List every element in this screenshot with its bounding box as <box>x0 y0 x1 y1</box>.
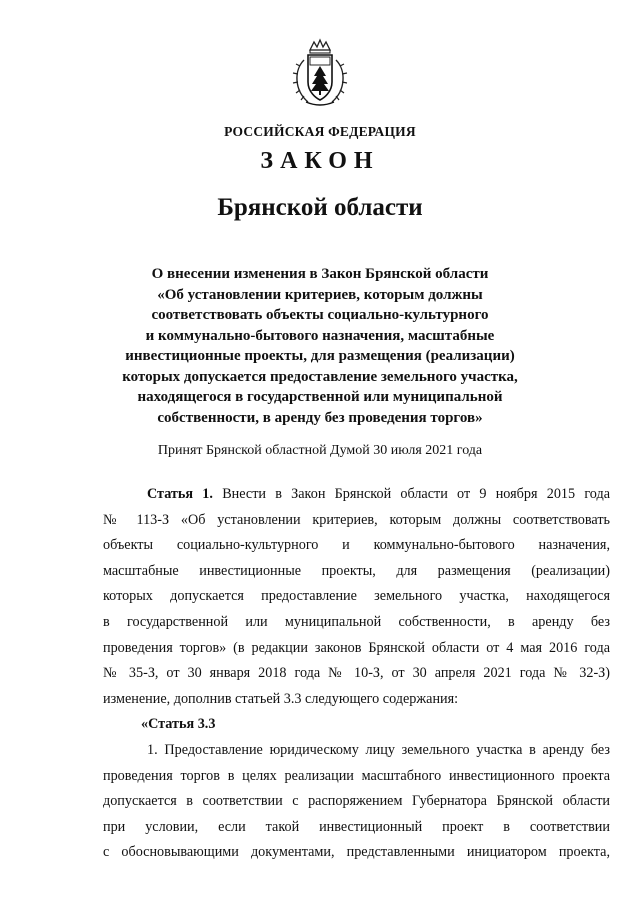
article-1-line: в государственной или муниципальной собственности, в аренду без <box>103 613 610 630</box>
law-title-line: которых допускается предоставление земельного участка, <box>122 368 518 385</box>
law-title-line: собственности, в аренду без проведения торгов» <box>157 409 483 426</box>
law-title-line: О внесении изменения в Закон Брянской области <box>151 266 489 282</box>
article-1-text: Внести в Закон Брянской области от 9 ноября 2015 года <box>222 486 611 502</box>
article-3-3-line: при условии, если такой инвестиционный проект в соответствии <box>103 818 610 835</box>
article-1-line: № 35-З, от 30 января 2018 года № 10-З, от 30 апреля 2021 года № 32-З) <box>103 665 610 682</box>
law-title-line: соответствовать объекты социально-культурного <box>151 307 489 323</box>
article-1-line: проведения торгов» (в редакции законов Брянской области от 4 мая 2016 года <box>103 639 610 656</box>
region-name: Брянской области <box>217 194 423 221</box>
article-1-first-line <box>103 482 610 508</box>
article-1-line: изменение, дополнив статьей 3.3 следующего содержания: <box>103 690 459 707</box>
article-3-3-line: 1. Предоставление юридическому лицу земельного участка в аренду без <box>147 741 610 758</box>
law-title-line: «Об установлении критериев, которым должны <box>157 286 483 303</box>
article-1-line: объекты социально-культурного и коммунально-бытового назначения, <box>103 537 610 554</box>
coat-of-arms-icon <box>288 38 352 110</box>
article-1-line: которых допускается предоставление земельного участка, находящегося <box>103 588 610 605</box>
article-3-3-line: допускается в соответствии с распоряжением Губернатора Брянской области <box>103 793 610 810</box>
law-title-line: и коммунально-бытового назначения, масштабные <box>145 327 495 344</box>
article-3-3-heading: «Статья 3.3 <box>141 716 216 733</box>
document-type: ЗАКОН <box>260 148 380 174</box>
document-body <box>103 482 610 866</box>
article-3-3-line: с обосновывающими документами, представленными инициатором проекта, <box>103 844 610 861</box>
law-title-line: находящегося в государственной или муниципальной <box>137 389 503 405</box>
article-1-line: № 113-З «Об установлении критериев, которым должны соответствовать <box>103 511 610 528</box>
law-title-line: инвестиционные проекты, для размещения (реализации) <box>125 348 515 364</box>
article-1-line: масштабные инвестиционные проекты, для размещения (реализации) <box>103 562 610 579</box>
article-1-label: Статья 1. <box>147 486 213 502</box>
article-3-3-line: проведения торгов в целях реализации масштабного инвестиционного проекта <box>103 767 610 784</box>
law-title <box>90 264 550 428</box>
country-name: РОССИЙСКАЯ ФЕДЕРАЦИЯ <box>224 124 416 139</box>
adoption-note: Принят Брянской областной Думой 30 июля 2021 года <box>157 443 483 458</box>
